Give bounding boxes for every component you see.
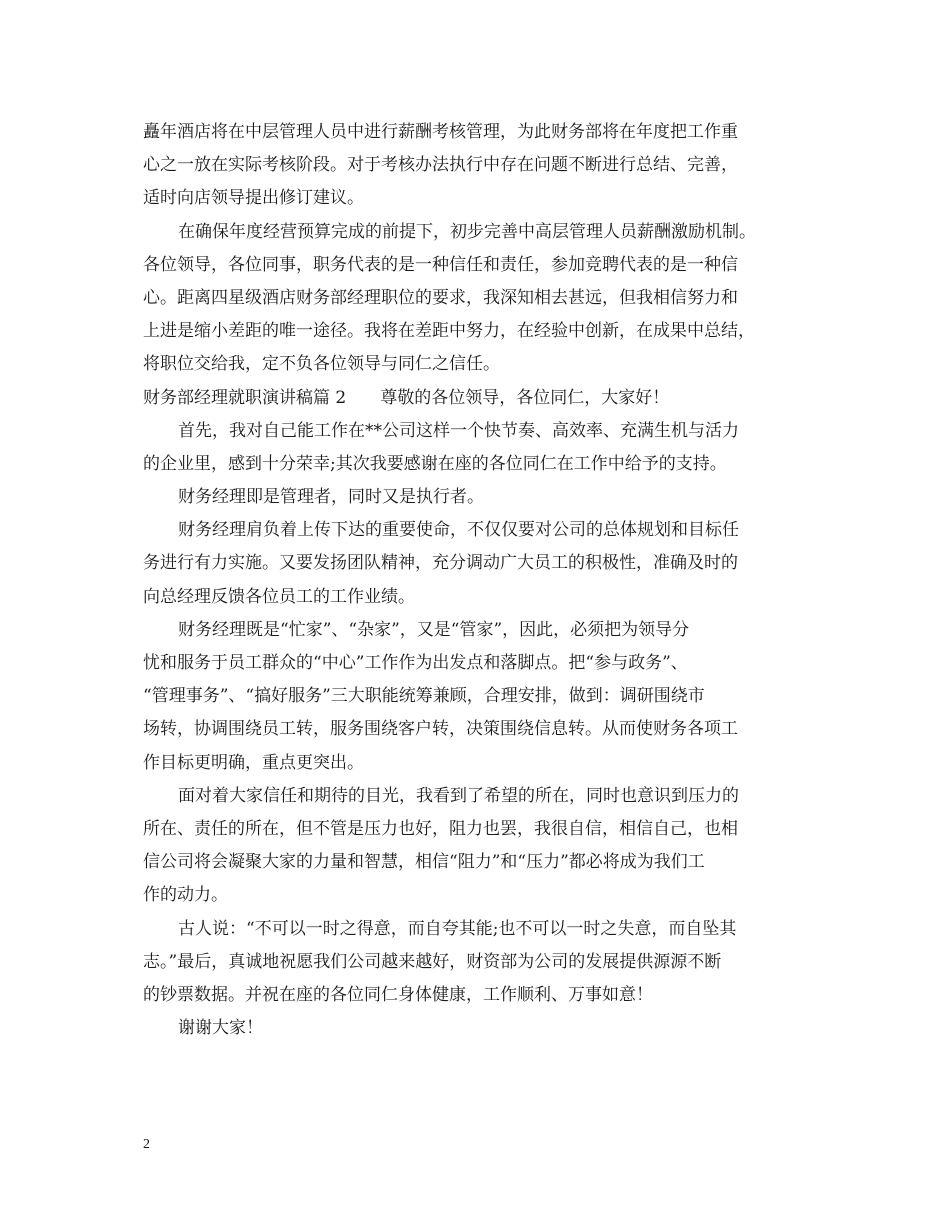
text-line-26: 志。”最后，真诚地祝愿我们公司越来越好，财资部为公司的发展提供源源不断 xyxy=(143,951,722,972)
text-line-13: 财务经理肩负着上传下达的重要使命，不仅仅要对公司的总体规划和目标任 xyxy=(178,520,739,541)
text-line-23: 信公司将会凝聚大家的力量和智慧，相信“阻力”和“压力”都必将成为我们工 xyxy=(143,852,705,873)
text-line-11: 的企业里，感到十分荣幸;其次我要感谢在座的各位同仁在工作中给予的支持。 xyxy=(143,453,727,474)
document-body xyxy=(143,116,823,1045)
text-line-28: 谢谢大家！ xyxy=(178,1018,263,1039)
text-line-19: 场转，协调围绕员工转，服务围绕客户转，决策围绕信息转。从而使财务各项工 xyxy=(143,719,738,740)
text-line-3: 适时向店领导提出修订建议。 xyxy=(143,188,364,209)
text-line-12: 财务经理即是管理者，同时又是执行者。 xyxy=(178,487,484,508)
text-line-10: 首先，我对自己能工作在**公司这样一个快节奏、高效率、充满生机与活力 xyxy=(178,420,739,441)
text-line-7: 上进是缩小差距的唯一途径。我将在差距中努力，在经验中创新，在成果中总结， xyxy=(143,321,755,342)
text-line-6: 心。距离四星级酒店财务部经理职位的要求，我深知相去甚远，但我相信努力和 xyxy=(143,287,738,308)
text-line-2: 心之一放在实际考核阶段。对于考核办法执行中存在问题不断进行总结、完善， xyxy=(143,155,738,176)
text-line-18: “管理事务”、“搞好服务”三大职能统筹兼顾，合理安排，做到：调研围绕市 xyxy=(143,686,705,707)
text-line-27: 的钞票数据。并祝在座的各位同仁身体健康，工作顺利、万事如意！ xyxy=(143,984,653,1005)
text-line-21: 面对着大家信任和期待的目光，我看到了希望的所在，同时也意识到压力的 xyxy=(178,785,739,806)
text-line-17: 忧和服务于员工群众的“中心”工作作为出发点和落脚点。把“参与政务”、 xyxy=(143,653,688,673)
text-line-5: 各位领导，各位同事，职务代表的是一种信任和责任，参加竞聘代表的是一种信 xyxy=(143,254,738,275)
text-line-20: 作目标更明确，重点更突出。 xyxy=(143,752,364,773)
text-line-8: 将职位交给我，定不负各位领导与同仁之信任。 xyxy=(143,354,500,375)
text-line-4: 在确保年度经营预算完成的前提下，初步完善中高层管理人员薪酬激励机制。 xyxy=(178,221,756,242)
text-line-15: 向总经理反馈各位员工的工作业绩。 xyxy=(143,586,415,607)
text-line-1: 矗年酒店将在中层管理人员中进行薪酬考核管理，为此财务部将在年度把工作重 xyxy=(143,122,738,142)
section-heading-line: 财务部经理就职演讲稿篇 2 尊敬的各位领导，各位同仁，大家好！ xyxy=(143,387,670,408)
text-line-22: 所在、责任的所在，但不管是压力也好，阻力也罢，我很自信，相信自己，也相 xyxy=(143,818,738,839)
page-number: 2 xyxy=(143,1137,150,1152)
text-line-16: 财务经理既是“忙家”、“杂家”，又是“管家”，因此，必须把为领导分 xyxy=(178,619,690,640)
text-line-25: 古人说：“不可以一时之得意，而自夸其能;也不可以一时之失意，而自坠其 xyxy=(178,918,737,939)
text-line-24: 作的动力。 xyxy=(143,885,228,906)
text-line-14: 务进行有力实施。又要发扬团队精神，充分调动广大员工的积极性，准确及时的 xyxy=(143,553,738,574)
